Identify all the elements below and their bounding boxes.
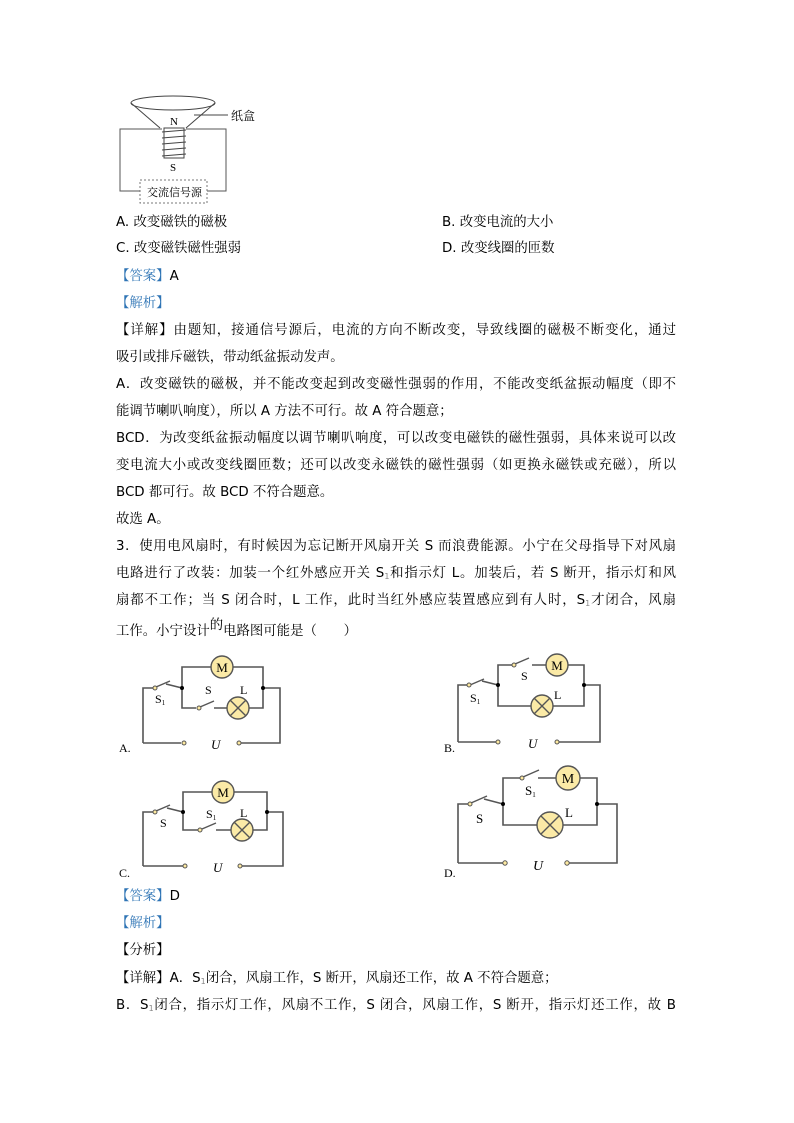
voltage-label: U bbox=[211, 737, 221, 752]
lamp-label: L bbox=[240, 806, 248, 820]
subscript: 1 bbox=[585, 599, 591, 608]
question-3-line bbox=[116, 618, 676, 641]
option-d: D. 改变线圈的匝数 bbox=[442, 241, 555, 256]
pole-s-label: S bbox=[170, 162, 177, 174]
text-line: BCD 都可行。故 BCD 不符合题意。 bbox=[116, 485, 334, 500]
switch-s-label: S bbox=[521, 669, 528, 683]
detail-tag: 【详解】 bbox=[116, 323, 174, 338]
text-line: 变电流大小或改变线圈匝数；还可以改变永磁铁的磁性强弱（如更换永磁铁或充磁），所以 bbox=[116, 458, 676, 473]
option-a-label: A. bbox=[119, 741, 131, 755]
lamp-label: L bbox=[565, 805, 573, 820]
text-span: 闭合，指示灯工作，风扇不工作，S 闭合，风扇工作，S 断开，指示灯还工作，故 B bbox=[153, 998, 676, 1013]
detail-tag: 【详解】 bbox=[116, 971, 170, 986]
switch-s1-label: S1 bbox=[155, 692, 166, 707]
answer-value: D bbox=[169, 889, 180, 904]
text-span: 扇都不工作；当 S 闭合时，L 工作，此时当红外感应装置感应到有人时，S bbox=[116, 593, 586, 608]
answer-line bbox=[116, 888, 676, 906]
question-3-line bbox=[116, 592, 676, 613]
text-span: 闭合，风扇工作，S 断开，风扇还工作，故 A 不符合题意； bbox=[205, 971, 558, 986]
lamp-label: L bbox=[554, 688, 562, 702]
answer-value: A bbox=[169, 269, 179, 284]
motor-label: M bbox=[217, 785, 229, 800]
detail-line bbox=[116, 997, 676, 1018]
text-line: 能调节喇叭响度），所以 A 方法不可行。故 A 符合题意； bbox=[116, 404, 453, 419]
text-span: 工作。小宁设计 bbox=[116, 624, 210, 639]
pole-n-label: N bbox=[170, 116, 178, 128]
ac-source-label: 交流信号源 bbox=[147, 187, 202, 199]
option-c-label: C. bbox=[119, 866, 131, 880]
speaker-diagram bbox=[110, 90, 310, 210]
motor-label: M bbox=[551, 658, 563, 673]
answer-tag: 【答案】 bbox=[116, 889, 170, 904]
circuit-b bbox=[440, 650, 640, 760]
voltage-label: U bbox=[533, 859, 544, 874]
switch-s1-label: S1 bbox=[525, 783, 536, 799]
question-3-line bbox=[116, 565, 676, 586]
text-line: BCD．为改变纸盆振动幅度以调节喇叭响度，可以改变电磁铁的磁性强弱，具体来说可以改 bbox=[116, 431, 676, 446]
circuit-d bbox=[440, 760, 640, 880]
text-span: B．S bbox=[116, 998, 149, 1013]
detail-line bbox=[116, 322, 676, 340]
subscript: 1 bbox=[148, 1004, 154, 1013]
lamp-label: L bbox=[240, 683, 248, 697]
switch-s-label: S bbox=[205, 683, 212, 697]
voltage-label: U bbox=[528, 736, 538, 751]
voltage-label: U bbox=[213, 860, 223, 875]
paper-cone-label: 纸盒 bbox=[231, 109, 256, 123]
subscript: 1 bbox=[384, 572, 390, 581]
option-b-label: B. bbox=[444, 741, 456, 755]
circuit-a bbox=[110, 650, 310, 760]
analysis-tag: 【解析】 bbox=[116, 916, 170, 931]
answer-tag: 【答案】 bbox=[116, 269, 170, 284]
text-span: 电路图可能是（ ） bbox=[223, 624, 358, 639]
fenxi-tag: 【分析】 bbox=[116, 943, 170, 958]
switch-s-label: S bbox=[160, 816, 167, 830]
text-span: 电路进行了改装：加装一个红外感应开关 S bbox=[116, 566, 385, 581]
option-d-label: D. bbox=[444, 866, 456, 880]
option-c: C. 改变磁铁磁性强弱 bbox=[116, 241, 241, 256]
switch-s1-label: S1 bbox=[470, 691, 481, 706]
text-line: A．改变磁铁的磁极，并不能改变起到改变磁性强弱的作用，不能改变纸盆振动幅度（即不 bbox=[116, 377, 676, 392]
text-line: 故选 A。 bbox=[116, 512, 170, 527]
circuit-c bbox=[110, 775, 310, 885]
analysis-tag: 【解析】 bbox=[116, 296, 170, 311]
question-3-line: 3．使用电风扇时，有时候因为忘记断开风扇开关 S 而浪费能源。小宁在父母指导下对风扇 bbox=[116, 539, 676, 554]
subscript: 1 bbox=[200, 977, 206, 986]
detail-line bbox=[116, 970, 676, 991]
switch-s-label: S bbox=[476, 811, 484, 826]
text-span: 才闭合，风扇 bbox=[590, 593, 676, 608]
motor-label: M bbox=[561, 772, 575, 787]
option-a: A. 改变磁铁的磁极 bbox=[116, 215, 228, 230]
motor-label: M bbox=[216, 660, 228, 675]
text-line: 由题知，接通信号源后，电流的方向不断改变，导致线圈的磁极不断变化，通过 bbox=[173, 323, 677, 338]
option-b: B. 改变电流的大小 bbox=[442, 215, 554, 230]
text-line: 吸引或排斥磁铁，带动纸盆振动发声。 bbox=[116, 350, 344, 365]
text-span: 和指示灯 L。加装后，若 S 断开，指示灯和风 bbox=[389, 566, 676, 581]
answer-line bbox=[116, 268, 676, 286]
text-span: A．S bbox=[169, 971, 201, 986]
switch-s1-label: S1 bbox=[206, 807, 217, 822]
text-span: 的 bbox=[209, 618, 224, 633]
